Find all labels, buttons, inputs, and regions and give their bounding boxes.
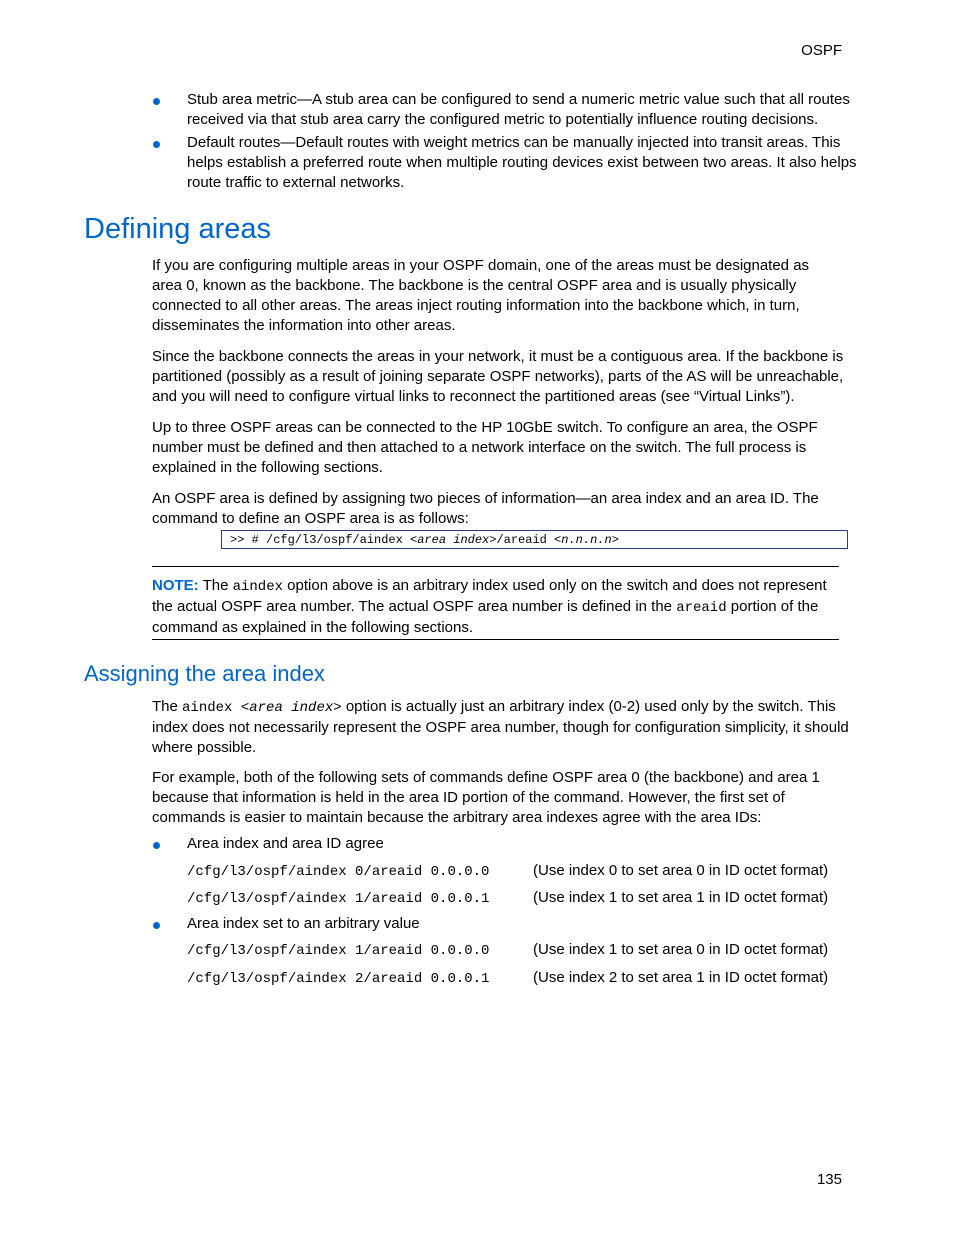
bullet-icon <box>153 922 160 929</box>
command-example <box>187 968 887 989</box>
paragraph <box>152 697 867 758</box>
paragraph: For example, both of the following sets of commands define OSPF area 0 (the backbone) and area 1 because that information is held in the area ID portion of the command. However, the first set of commands is easier to maintain because the arbitrary area indexes agree with the area IDs: <box>152 769 820 826</box>
command-code: /cfg/l3/ospf/aindex 0/areaid 0.0.0.0 <box>187 864 490 880</box>
command-middle: >/areaid < <box>489 533 562 547</box>
paragraph: An OSPF area is defined by assigning two pieces of information—an area index and an area ID. The command to define an OSPF area is as follows: <box>152 490 819 527</box>
command-description: (Use index 0 to set area 0 in ID octet format) <box>533 862 829 879</box>
command-example <box>187 861 887 882</box>
note-text: The <box>198 577 233 594</box>
command-box <box>221 530 848 549</box>
note-label: NOTE: <box>152 577 199 594</box>
command-prefix: >> # /cfg/l3/ospf/aindex < <box>230 533 418 547</box>
note-text: portion of the command as explained in the following sections. <box>152 598 819 636</box>
page-number: 135 <box>816 1171 842 1188</box>
bullet-icon <box>153 842 160 849</box>
note-code: aindex <box>232 579 284 595</box>
command-arg: n.n.n.n <box>561 533 612 547</box>
note <box>152 576 842 638</box>
inline-code: aindex < <box>182 700 250 716</box>
note-text: option above is an arbitrary index used only on the switch and does not represent the actual OSPF area number. The actual OSPF area number is defined in the <box>152 577 827 615</box>
command-description: (Use index 1 to set area 1 in ID octet format) <box>533 889 829 906</box>
command-code: /cfg/l3/ospf/aindex 2/areaid 0.0.0.1 <box>187 971 490 987</box>
paragraph: Since the backbone connects the areas in your network, it must be a contiguous area. If the backbone is partitioned (possibly as a result of joining separate OSPF networks), parts of the AS will be unreachable, and you will need to configure virtual links to reconnect the partitioned areas (see “Virtual Links”). <box>152 348 844 405</box>
note-bottom-rule <box>152 639 839 640</box>
bullet-text: Area index and area ID agree <box>187 835 384 852</box>
command-description: (Use index 2 to set area 1 in ID octet format) <box>533 969 829 986</box>
command-suffix: > <box>611 533 619 547</box>
command-code: /cfg/l3/ospf/aindex 1/areaid 0.0.0.1 <box>187 891 490 907</box>
bullet-text: Default routes—Default routes with weight metrics can be manually injected into transit areas. This helps establish a preferred route when multiple routing devices exist between two areas. It also helps route traffic to external networks. <box>187 134 857 191</box>
note-top-rule <box>152 566 839 567</box>
paragraph: Up to three OSPF areas can be connected to the HP 10GbE switch. To configure an area, the OSPF number must be defined and then attached to a network interface on the switch. The full process is explained in the following sections. <box>152 419 818 476</box>
inline-code: area index <box>249 700 334 716</box>
command-description: (Use index 1 to set area 0 in ID octet format) <box>533 941 829 958</box>
command-example <box>187 940 887 961</box>
command-example <box>187 888 887 909</box>
bullet-icon <box>153 98 160 105</box>
command-arg: area index <box>417 533 490 547</box>
running-header: OSPF <box>801 42 842 59</box>
bullet-icon <box>153 141 160 148</box>
note-code: areaid <box>676 600 727 616</box>
paragraph: If you are configuring multiple areas in your OSPF domain, one of the areas must be designated as area 0, known as the backbone. The backbone is the central OSPF area and is usually physically connected to all other areas. The areas inject routing information into the backbone which, in turn, disseminates the information into other areas. <box>152 257 810 334</box>
inline-code: > <box>333 700 342 716</box>
section-heading: Defining areas <box>84 213 271 245</box>
paragraph-text: option is actually just an arbitrary index (0-2) used only by the switch. This index does not necessarily represent the OSPF area number, though for configuration simplicity, it should where possible. <box>152 698 849 756</box>
command-code: /cfg/l3/ospf/aindex 1/areaid 0.0.0.0 <box>187 943 490 959</box>
paragraph-text: The <box>152 698 183 715</box>
subsection-heading: Assigning the area index <box>84 661 325 686</box>
bullet-text: Stub area metric—A stub area can be configured to send a numeric metric value such that all routes received via that stub area carry the configured metric to potentially influence routing decisions. <box>187 91 850 128</box>
bullet-text: Area index set to an arbitrary value <box>187 915 420 932</box>
